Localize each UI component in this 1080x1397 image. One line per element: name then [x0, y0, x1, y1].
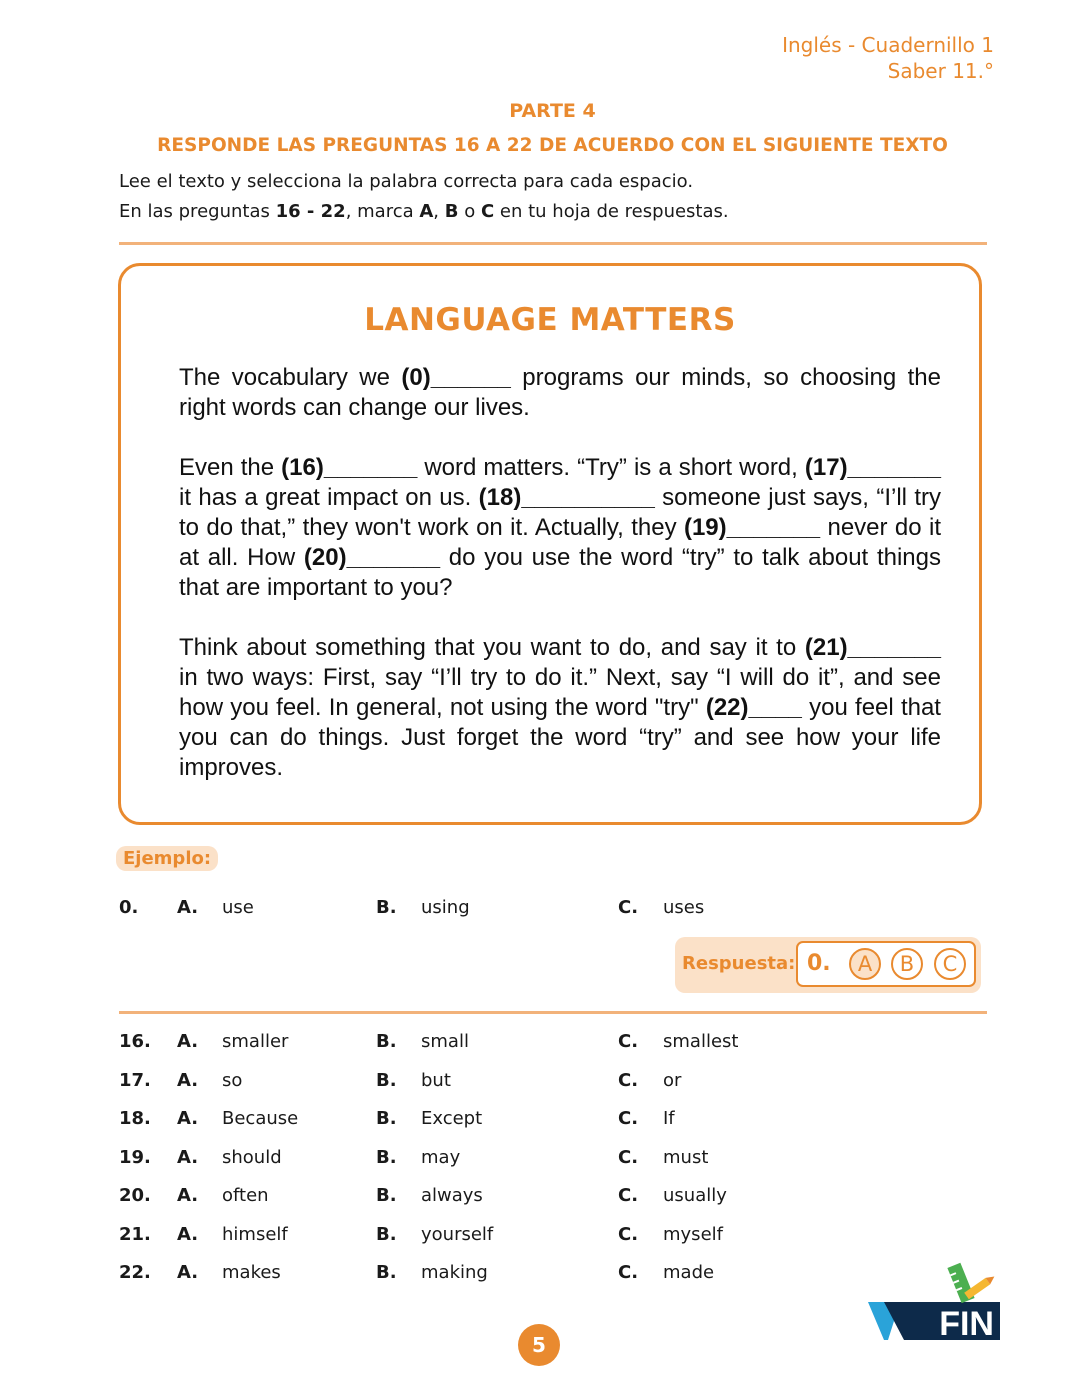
option-letter: A. [177, 1031, 199, 1052]
option-letter: B. [376, 1147, 397, 1168]
option-text: myself [663, 1224, 723, 1245]
blank-20: (20)_______ [303, 544, 441, 571]
answer-sheet-sample [796, 941, 976, 987]
question-number: 22. [119, 1262, 151, 1283]
blank-0: (0)______ [401, 364, 511, 391]
divider-top [119, 242, 987, 245]
option-letter: A. [177, 1070, 199, 1091]
paragraph-1: The vocabulary we (0)______ programs our minds, so choosing the right words can change our lives. [179, 364, 941, 421]
blank-16: (16)_______ [281, 454, 418, 481]
option-text: always [421, 1185, 483, 1206]
blank-22: (22)____ [705, 694, 802, 721]
example-badge: Ejemplo: [116, 846, 218, 871]
question-number: 17. [119, 1070, 151, 1091]
blank-21: (21)_______ [804, 634, 941, 661]
reading-text-box [118, 263, 982, 825]
option-text: small [421, 1031, 469, 1052]
option-text: often [222, 1185, 269, 1206]
example-row [0, 897, 1080, 923]
question-row [0, 1031, 1080, 1057]
answer-bubble-a: A [849, 948, 881, 980]
option-text: uses [663, 897, 705, 918]
option-text: yourself [421, 1224, 494, 1245]
question-number: 18. [119, 1108, 151, 1129]
option-text: makes [222, 1262, 281, 1283]
option-text: Except [421, 1108, 483, 1129]
option-letter: B. [376, 1224, 397, 1245]
option-letter: C. [618, 1185, 639, 1206]
blank-19: (19)_______ [683, 514, 821, 541]
option-text: must [663, 1147, 709, 1168]
option-text: himself [222, 1224, 288, 1245]
option-text: but [421, 1070, 451, 1091]
option-letter: C. [618, 897, 639, 918]
header-exam: Saber 11.° [887, 59, 994, 83]
question-number: 20. [119, 1185, 151, 1206]
question-row [0, 1070, 1080, 1096]
instruction-title: RESPONDE LAS PREGUNTAS 16 A 22 DE ACUERDO CON EL SIGUIENTE TEXTO [157, 135, 948, 156]
option-letter: C. [618, 1070, 639, 1091]
question-number: 0. [119, 897, 139, 918]
option-text: made [663, 1262, 715, 1283]
page-number: 5 [518, 1324, 560, 1366]
instruction-line-2: En las preguntas 16 - 22, marca A, B o C en tu hoja de respuestas. [119, 201, 729, 222]
answer-bubble-c: C [934, 948, 966, 980]
option-text: smaller [222, 1031, 289, 1052]
text-title: LANGUAGE MATTERS [364, 302, 736, 338]
answer-number: 0. [807, 951, 831, 976]
question-row [0, 1147, 1080, 1173]
logo-text: FIN [939, 1305, 994, 1343]
page-header [782, 32, 994, 84]
question-number: 16. [119, 1031, 151, 1052]
answer-bubble-b: B [891, 948, 923, 980]
question-row [0, 1108, 1080, 1134]
question-number: 21. [119, 1224, 151, 1245]
header-subject: Inglés - Cuadernillo 1 [782, 33, 994, 57]
option-letter: A. [177, 897, 199, 918]
instruction-line-1: Lee el texto y selecciona la palabra correcta para cada espacio. [119, 171, 694, 192]
paragraph-2: Even the (16)_______ word matters. “Try” is a short word, (17)_______ it has a great impact on us. (18)__________ someone just says, “I’ll try to do that,” they won't work on it. Actually, they (19)_______ never do it at all. How (20)_______ do you use the word “try” to talk about things that are important to you? [179, 454, 942, 601]
option-text: may [421, 1147, 461, 1168]
question-number: 19. [119, 1147, 151, 1168]
option-letter: A. [177, 1147, 199, 1168]
paragraph-3: Think about something that you want to do, and say it to (21)_______ in two ways: First, say “I’ll try to do it.” Next, say “I will do it”, and see how you feel. In general, not using the word "try" (22)____ you feel that you can do things. Just forget the word “try” and see how your life improves. [179, 634, 941, 781]
option-text: use [222, 897, 254, 918]
question-row [0, 1185, 1080, 1211]
example-answer-box [675, 937, 981, 993]
part-title: PARTE 4 [509, 100, 596, 122]
option-text: should [222, 1147, 282, 1168]
option-text: or [663, 1070, 682, 1091]
answer-label: Respuesta: [682, 953, 796, 974]
option-letter: A. [177, 1108, 199, 1129]
option-letter: A. [177, 1262, 199, 1283]
blank-17: (17)_______ [804, 454, 941, 481]
option-text: If [663, 1108, 675, 1129]
option-text: making [421, 1262, 488, 1283]
option-text: usually [663, 1185, 727, 1206]
option-text: smallest [663, 1031, 739, 1052]
divider-bottom [119, 1011, 987, 1014]
option-letter: C. [618, 1262, 639, 1283]
option-letter: B. [376, 1185, 397, 1206]
option-text: using [421, 897, 470, 918]
fin-logo [866, 1262, 1002, 1344]
option-letter: C. [618, 1108, 639, 1129]
option-letter: B. [376, 1070, 397, 1091]
option-letter: A. [177, 1185, 199, 1206]
option-text: so [222, 1070, 243, 1091]
option-letter: C. [618, 1224, 639, 1245]
option-letter: A. [177, 1224, 199, 1245]
question-row [0, 1224, 1080, 1250]
option-letter: B. [376, 1031, 397, 1052]
option-letter: C. [618, 1031, 639, 1052]
option-text: Because [222, 1108, 299, 1129]
option-letter: B. [376, 1262, 397, 1283]
option-letter: B. [376, 1108, 397, 1129]
blank-18: (18)__________ [478, 484, 655, 511]
option-letter: C. [618, 1147, 639, 1168]
option-letter: B. [376, 897, 397, 918]
